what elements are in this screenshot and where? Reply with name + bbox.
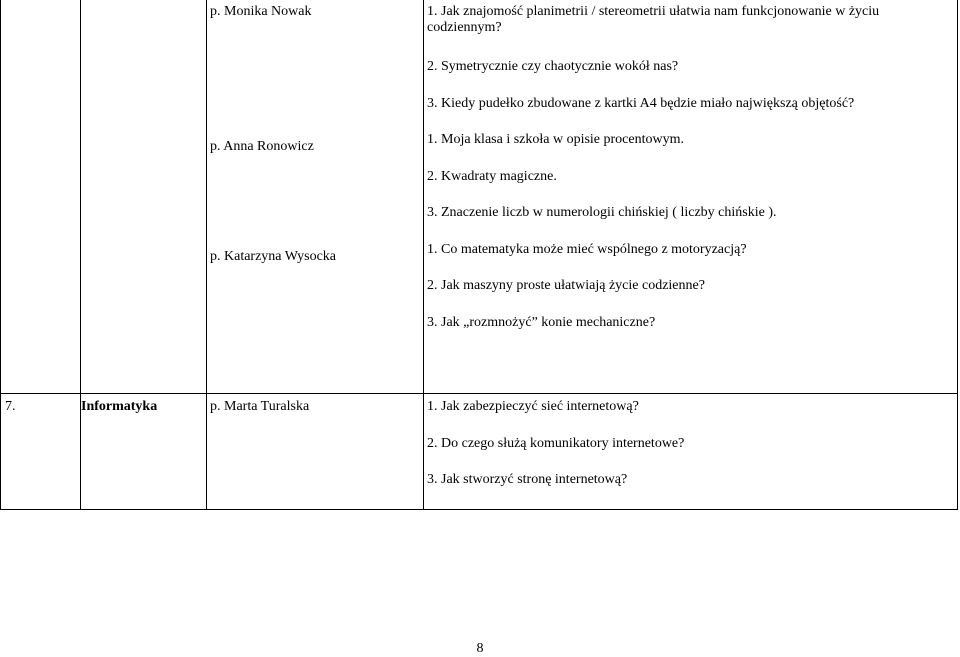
subject-number: 7. bbox=[5, 399, 16, 414]
teachers-cell bbox=[207, 0, 424, 394]
teacher-name: p. Marta Turalska bbox=[210, 399, 310, 414]
topic-item: 2. Do czego służą komunikatory internetowe? bbox=[427, 435, 685, 451]
teacher-name: p. Katarzyna Wysocka bbox=[210, 249, 337, 265]
topic-item: 2. Symetrycznie czy chaotycznie wokół nas? bbox=[427, 59, 679, 74]
table-row bbox=[1, 394, 958, 510]
teacher-name: p. Anna Ronowicz bbox=[210, 139, 314, 155]
table-row bbox=[1, 0, 958, 394]
topic-item: 2. Jak maszyny proste ułatwiają życie codzienne? bbox=[427, 278, 705, 293]
number-cell bbox=[1, 394, 81, 510]
topic-item: 3. Kiedy pudełko zbudowane z kartki A4 będzie miało największą objętość? bbox=[427, 95, 855, 111]
topic-item: 1. Jak znajomość planimetrii / stereometrii ułatwia nam funkcjonowanie w życiu codziennym? bbox=[427, 4, 880, 36]
topics-cell bbox=[424, 394, 958, 510]
topic-item: 3. Jak stworzyć stronę internetową? bbox=[427, 472, 628, 487]
subject-cell bbox=[81, 394, 207, 510]
topic-item: 3. Jak „rozmnożyć” konie mechaniczne? bbox=[427, 314, 656, 330]
topic-item: 2. Kwadraty magiczne. bbox=[427, 168, 557, 184]
teachers-cell bbox=[207, 394, 424, 510]
subject-cell bbox=[81, 0, 207, 394]
topic-item: 3. Znaczenie liczb w numerologii chińskiej ( liczby chińskie ). bbox=[427, 205, 777, 220]
subject-name: Informatyka bbox=[81, 399, 158, 414]
topic-item: 1. Co matematyka może mieć wspólnego z motoryzacją? bbox=[427, 241, 747, 257]
topic-item: 1. Jak zabezpieczyć sieć internetową? bbox=[427, 399, 639, 414]
topics-cell bbox=[424, 0, 958, 394]
topic-item: 1. Moja klasa i szkoła w opisie procentowym. bbox=[427, 132, 685, 147]
number-cell bbox=[1, 0, 81, 394]
teacher-name: p. Monika Nowak bbox=[210, 4, 312, 19]
page-number: 8 bbox=[476, 641, 484, 656]
